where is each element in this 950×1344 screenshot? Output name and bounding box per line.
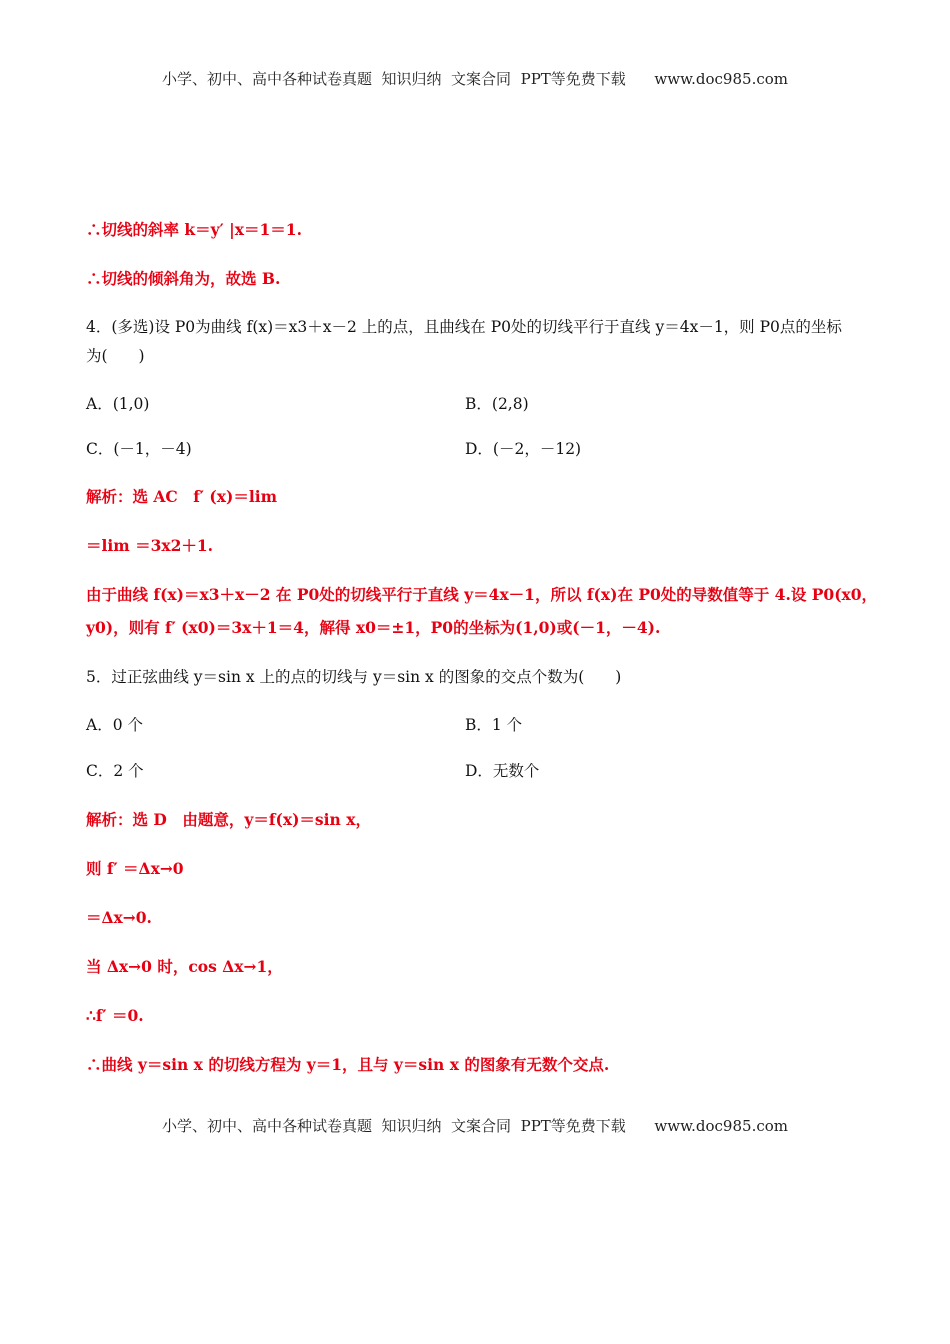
question-4-solution-4: y0)，则有 f′ (x0)＝3x＋1＝4，解得 x0＝±1，P0的坐标为(1,0)或(－1，－4).	[86, 618, 661, 637]
question-5-solution-4: 当 Δx→0 时，cos Δx→1，	[86, 957, 283, 976]
question-5-solution-2: 则 f′ ＝Δx→0	[86, 859, 184, 878]
option-b[interactable]: B．(2,8)	[465, 395, 529, 413]
solution-line-slope: ∴切线的斜率 k＝y′ |x＝1＝1.	[86, 220, 302, 239]
page-header: 小学、初中、高中各种试卷真题 知识归纳 文案合同 PPT等免费下载 www.doc985.com	[161, 70, 788, 88]
question-4-solution-1: 解析：选 AC f′ (x)＝lim	[86, 487, 277, 506]
solution-line-angle: ∴切线的倾斜角为，故选 B.	[86, 269, 281, 288]
option-a[interactable]: A．0 个	[86, 716, 143, 734]
question-4-stem-cont: 为( )	[86, 347, 145, 365]
option-b[interactable]: B．1 个	[465, 716, 523, 734]
question-4-solution-2: ＝lim ＝3x2＋1.	[86, 536, 214, 555]
page-footer: 小学、初中、高中各种试卷真题 知识归纳 文案合同 PPT等免费下载 www.doc985.com	[161, 1117, 788, 1135]
option-a[interactable]: A．(1,0)	[86, 395, 150, 413]
question-5-solution-1: 解析：选 D 由题意，y＝f(x)＝sin x，	[86, 810, 371, 829]
option-d[interactable]: D．(－2，－12)	[465, 440, 582, 458]
option-c[interactable]: C．(－1，－4)	[86, 440, 192, 458]
question-4-stem: 4．(多选)设 P0为曲线 f(x)＝x3＋x－2 上的点，且曲线在 P0处的切线平行于直线 y＝4x－1，则 P0点的坐标	[86, 318, 842, 336]
question-5-solution-3: ＝Δx→0.	[86, 908, 152, 927]
option-c[interactable]: C．2 个	[86, 762, 144, 780]
question-5-stem: 5．过正弦曲线 y＝sin x 上的点的切线与 y＝sin x 的图象的交点个数为( )	[86, 668, 622, 686]
question-5-solution-6: ∴曲线 y＝sin x 的切线方程为 y＝1，且与 y＝sin x 的图象有无数个交点.	[86, 1055, 610, 1074]
option-d[interactable]: D．无数个	[465, 762, 540, 780]
question-4-solution-3: 由于曲线 f(x)＝x3＋x－2 在 P0处的切线平行于直线 y＝4x－1，所以 f(x)在 P0处的导数值等于 4.设 P0(x0，	[86, 585, 878, 604]
question-5-solution-5: ∴f′ ＝0.	[86, 1006, 144, 1025]
